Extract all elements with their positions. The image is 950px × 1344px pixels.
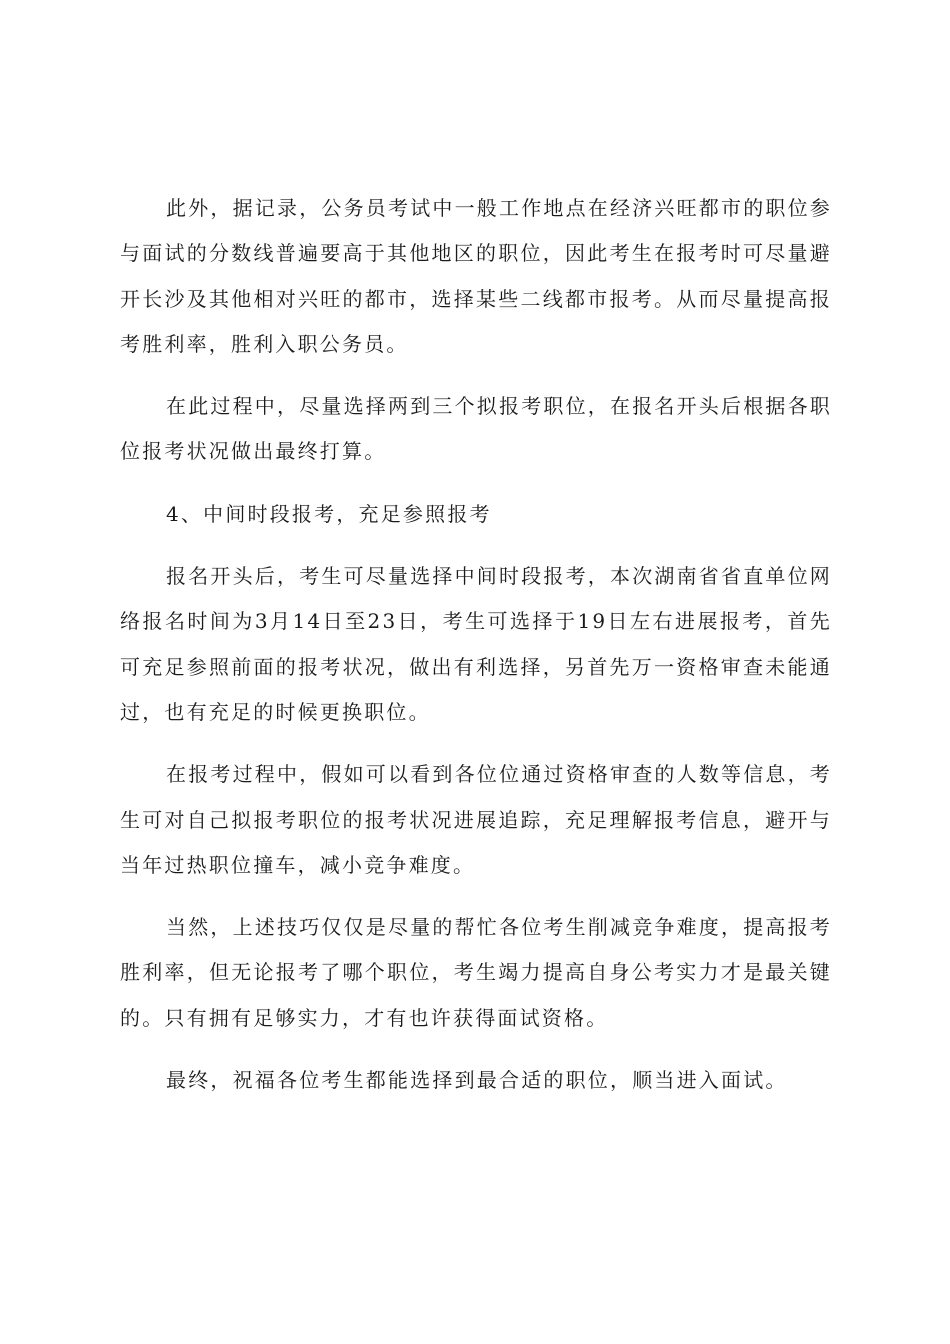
paragraph: 报名开头后，考生可尽量选择中间时段报考，本次湖南省省直单位网络报名时间为3月14日至23日，考生可选择于19日左右进展报考，首先可充足参照前面的报考状况，做出有利选择，另首先万一资格审查未能通过，也有充足的时候更换职位。 [120,564,832,724]
paragraph: 在此过程中，尽量选择两到三个拟报考职位，在报名开头后根据各职位报考状况做出最终打算。 [120,394,832,464]
paragraph: 在报考过程中，假如可以看到各位位通过资格审查的人数等信息，考生可对自己拟报考职位的报考状况进展追踪，充足理解报考信息，避开与当年过热职位撞车，减小竞争难度。 [120,762,832,877]
section-heading: 4、中间时段报考，充足参照报考 [166,501,492,526]
paragraph: 此外，据记录，公务员考试中一般工作地点在经济兴旺都市的职位参与面试的分数线普遍要高于其他地区的职位，因此考生在报考时可尽量避开长沙及其他相对兴旺的都市，选择某些二线都市报考。从而尽量提高报考胜利率，胜利入职公务员。 [120,196,832,356]
paragraph: 当然，上述技巧仅仅是尽量的帮忙各位考生削减竞争难度，提高报考胜利率，但无论报考了哪个职位，考生竭力提高自身公考实力才是最关键的。只有拥有足够实力，才有也许获得面试资格。 [120,915,832,1030]
document-body [120,186,832,1103]
paragraph: 最终，祝福各位考生都能选择到最合适的职位，顺当进入面试。 [166,1068,788,1093]
